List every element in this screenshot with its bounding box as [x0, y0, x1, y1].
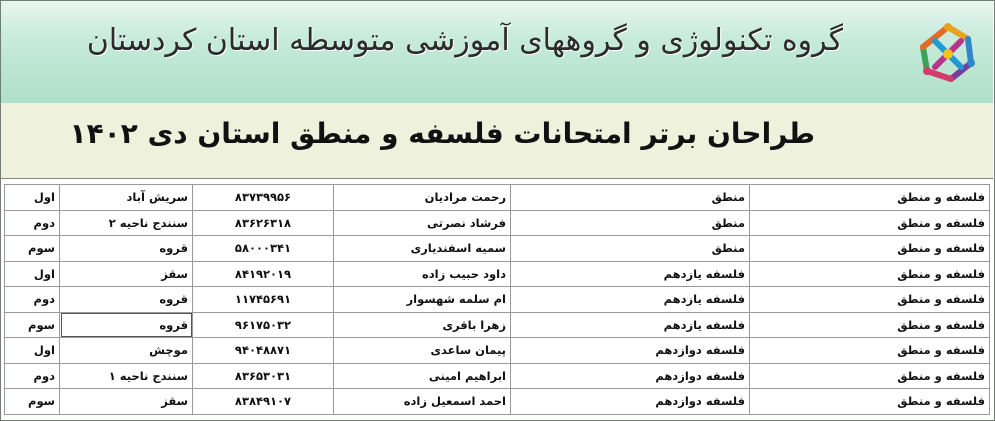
rank-cell[interactable]: سوم — [5, 389, 60, 415]
table-row — [5, 236, 990, 262]
city-cell[interactable]: قروه — [60, 287, 193, 313]
personnel-code-cell[interactable]: ۸۳۸۴۹۱۰۷ — [193, 389, 334, 415]
personnel-code-cell[interactable]: ۵۸۰۰۰۳۴۱ — [193, 236, 334, 262]
table-row — [5, 261, 990, 287]
name-cell[interactable]: پیمان ساعدی — [334, 338, 511, 364]
group-cell[interactable]: فلسفه و منطق — [750, 261, 990, 287]
name-cell[interactable]: فرشاد نصرتی — [334, 210, 511, 236]
table-row — [5, 389, 990, 415]
group-cell[interactable]: فلسفه و منطق — [750, 185, 990, 211]
table-row — [5, 185, 990, 211]
rank-cell[interactable]: اول — [5, 261, 60, 287]
city-cell[interactable]: سقز — [60, 389, 193, 415]
lesson-cell[interactable]: فلسفه دوازدهم — [511, 389, 750, 415]
lesson-cell[interactable]: فلسفه یازدهم — [511, 287, 750, 313]
table-row — [5, 287, 990, 313]
lesson-cell[interactable]: فلسفه یازدهم — [511, 261, 750, 287]
personnel-code-cell[interactable]: ۹۴۰۴۸۸۷۱ — [193, 338, 334, 364]
city-cell[interactable]: سریش آباد — [60, 185, 193, 211]
name-cell[interactable]: احمد اسمعیل زاده — [334, 389, 511, 415]
name-cell[interactable]: ابراهیم امینی — [334, 363, 511, 389]
lesson-cell[interactable]: فلسفه یازدهم — [511, 312, 750, 338]
name-cell[interactable]: داود حبیب زاده — [334, 261, 511, 287]
city-cell[interactable]: سنندج ناحیه ۱ — [60, 363, 193, 389]
group-cell[interactable]: فلسفه و منطق — [750, 312, 990, 338]
document-subtitle: طراحان برتر امتحانات فلسفه و منطق استان دی ۱۴۰۲ — [69, 117, 815, 150]
table-row — [5, 312, 990, 338]
group-cell[interactable]: فلسفه و منطق — [750, 363, 990, 389]
personnel-code-cell[interactable]: ۸۴۱۹۲۰۱۹ — [193, 261, 334, 287]
rank-cell[interactable]: دوم — [5, 287, 60, 313]
rank-cell[interactable]: اول — [5, 338, 60, 364]
group-cell[interactable]: فلسفه و منطق — [750, 287, 990, 313]
name-cell[interactable]: رحمت مرادیان — [334, 185, 511, 211]
name-cell[interactable]: ام سلمه شهسوار — [334, 287, 511, 313]
city-cell[interactable]: قروه — [60, 236, 193, 262]
city-cell[interactable]: موچش — [60, 338, 193, 364]
city-cell[interactable]: قروه — [60, 312, 193, 338]
personnel-code-cell[interactable]: ۸۳۶۵۳۰۳۱ — [193, 363, 334, 389]
city-cell[interactable]: سقز — [60, 261, 193, 287]
lesson-cell[interactable]: منطق — [511, 210, 750, 236]
table-row — [5, 210, 990, 236]
name-cell[interactable]: زهرا باقری — [334, 312, 511, 338]
rank-cell[interactable]: سوم — [5, 236, 60, 262]
rank-cell[interactable]: اول — [5, 185, 60, 211]
designers-table — [4, 184, 990, 415]
group-cell[interactable]: فلسفه و منطق — [750, 210, 990, 236]
lesson-cell[interactable]: فلسفه دوازدهم — [511, 338, 750, 364]
table-row — [5, 363, 990, 389]
personnel-code-cell[interactable]: ۱۱۷۴۵۶۹۱ — [193, 287, 334, 313]
group-cell[interactable]: فلسفه و منطق — [750, 338, 990, 364]
lesson-cell[interactable]: منطق — [511, 185, 750, 211]
personnel-code-cell[interactable]: ۸۳۶۲۶۳۱۸ — [193, 210, 334, 236]
subtitle-band — [1, 103, 993, 178]
lesson-cell[interactable]: منطق — [511, 236, 750, 262]
rank-cell[interactable]: دوم — [5, 210, 60, 236]
personnel-code-cell[interactable]: ۹۶۱۷۵۰۳۲ — [193, 312, 334, 338]
rank-cell[interactable]: سوم — [5, 312, 60, 338]
group-cell[interactable]: فلسفه و منطق — [750, 389, 990, 415]
group-cell[interactable]: فلسفه و منطق — [750, 236, 990, 262]
header-banner — [1, 1, 993, 103]
rank-cell[interactable]: دوم — [5, 363, 60, 389]
table-row — [5, 338, 990, 364]
lesson-cell[interactable]: فلسفه دوازدهم — [511, 363, 750, 389]
banner-title: گروه تکنولوژی و گروههای آموزشی متوسطه استان کردستان — [86, 23, 843, 58]
organization-logo-icon — [913, 19, 983, 89]
city-cell[interactable]: سنندج ناحیه ۲ — [60, 210, 193, 236]
personnel-code-cell[interactable]: ۸۳۷۳۹۹۵۶ — [193, 185, 334, 211]
name-cell[interactable]: سمیه اسفندیاری — [334, 236, 511, 262]
